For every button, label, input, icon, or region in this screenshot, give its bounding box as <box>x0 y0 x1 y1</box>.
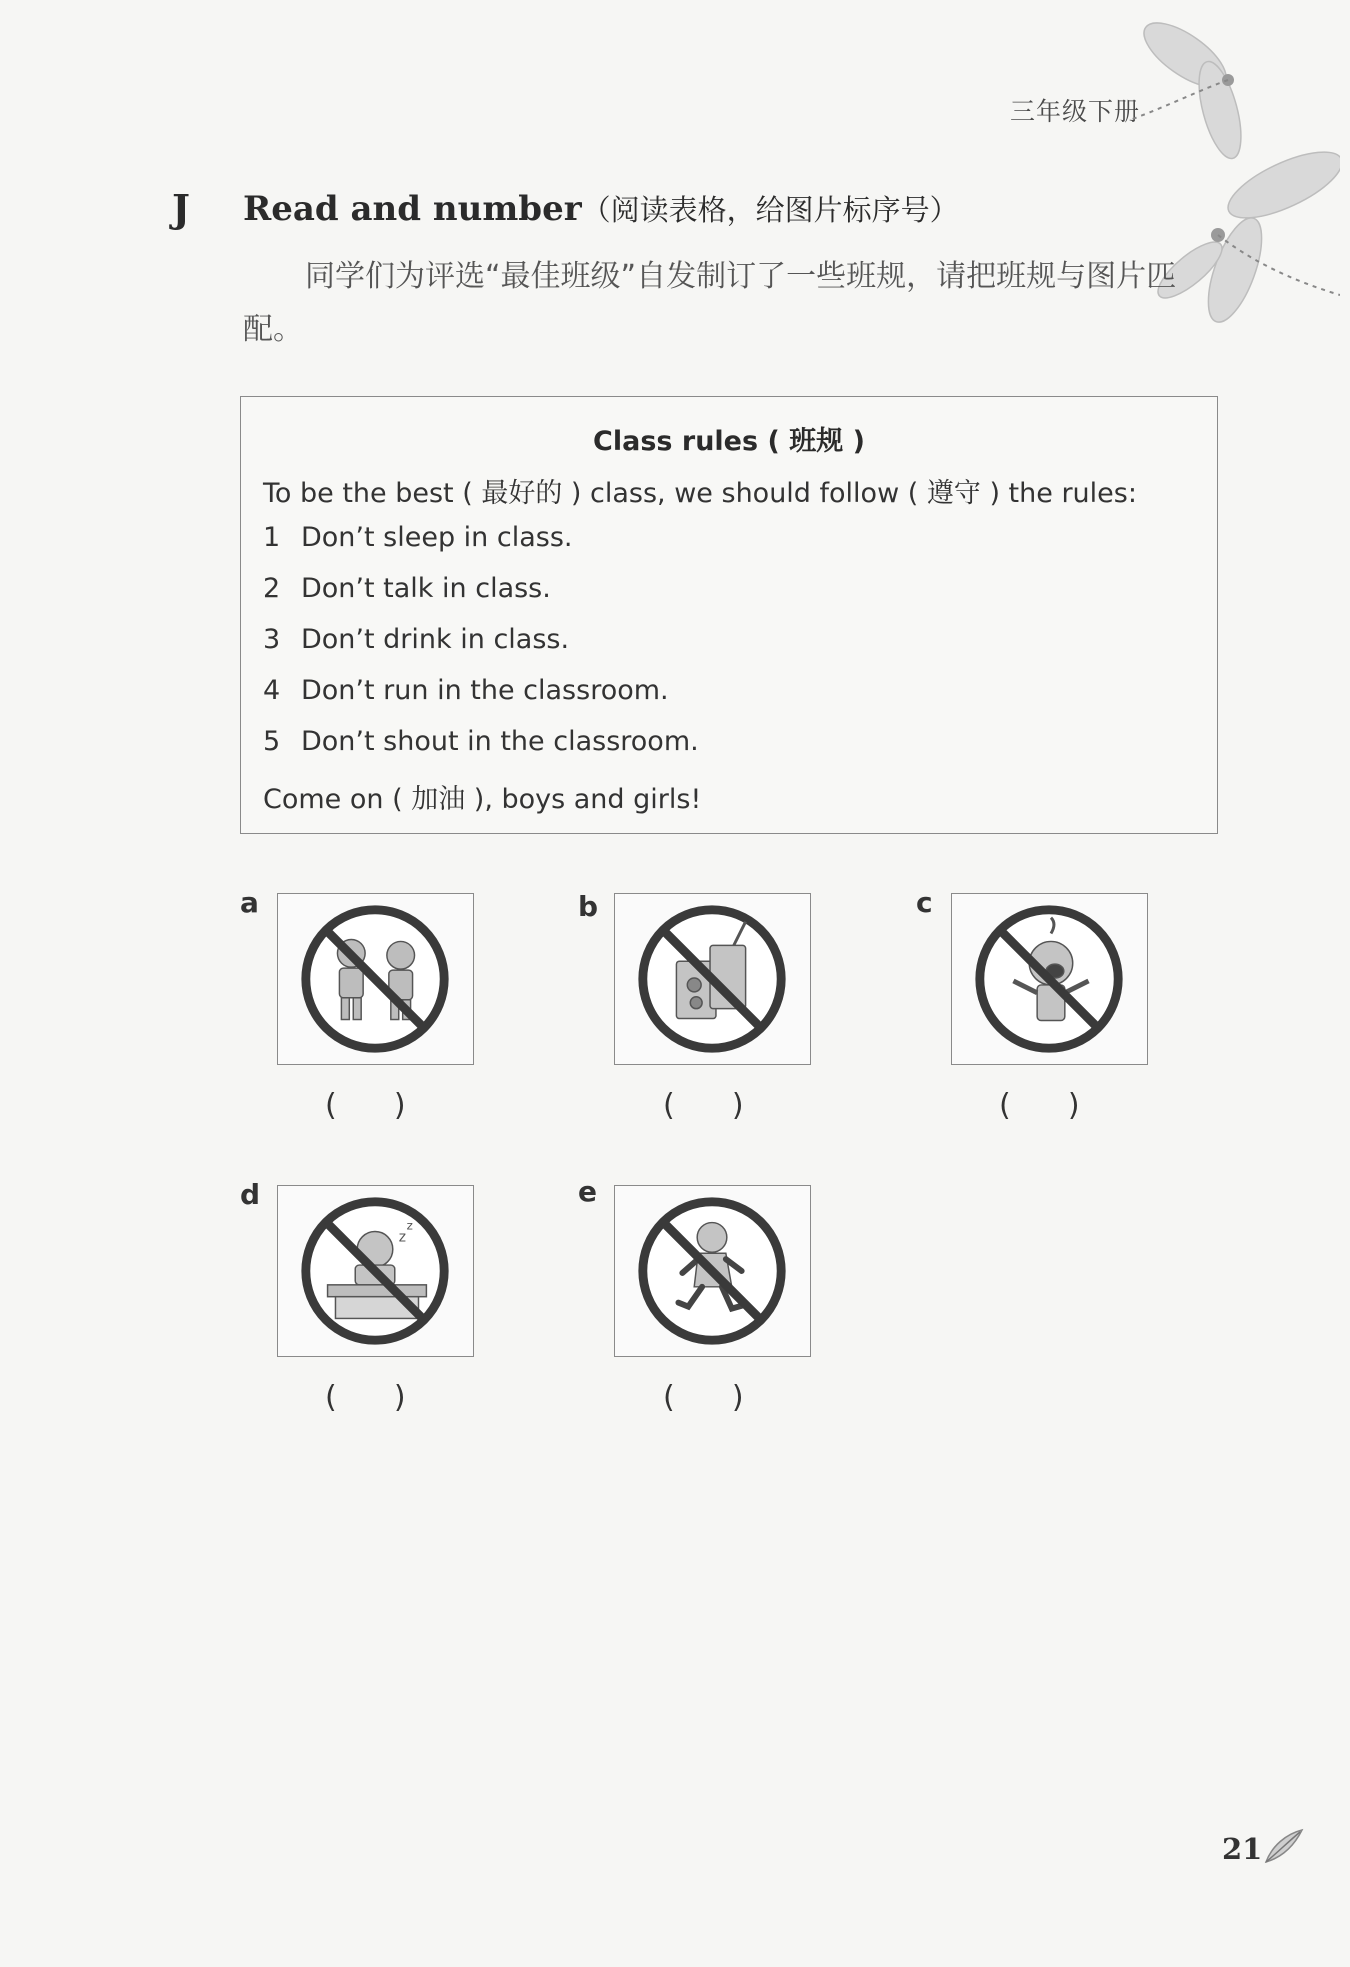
answer-blank-b[interactable]: ( ) <box>663 1088 744 1123</box>
section-title <box>243 188 959 229</box>
rule-text: Don’t talk in class. <box>301 573 551 604</box>
no-shouting-icon <box>952 894 1147 1064</box>
picture-e <box>614 1185 811 1357</box>
instruction-text: 同学们为评选“最佳班级”自发制订了一些班规，请把班规与图片匹配。 <box>243 259 1177 347</box>
rule-number: 2 <box>263 573 281 604</box>
rule-item <box>263 726 699 757</box>
answer-blank-a[interactable]: ( ) <box>325 1088 406 1123</box>
picture-c <box>951 893 1148 1065</box>
rules-closing: Come on ( 加油 ), boys and girls! <box>263 784 702 815</box>
picture-a <box>277 893 474 1065</box>
picture-label-a: a <box>240 886 259 919</box>
svg-text:z: z <box>398 1229 406 1246</box>
rule-item <box>263 522 573 553</box>
no-sleeping-icon <box>278 1186 473 1356</box>
rule-number: 1 <box>263 522 281 553</box>
picture-label-e: e <box>578 1175 597 1208</box>
answer-blank-d[interactable]: ( ) <box>325 1380 406 1415</box>
rule-item <box>263 573 551 604</box>
picture-label-b: b <box>578 890 599 923</box>
picture-b <box>614 893 811 1065</box>
rule-text: Don’t shout in the classroom. <box>301 726 699 757</box>
rule-text: Don’t drink in class. <box>301 624 570 655</box>
section-title-chinese: （阅读表格，给图片标序号） <box>581 193 959 227</box>
no-running-icon <box>615 1186 810 1356</box>
rule-text: Don’t sleep in class. <box>301 522 573 553</box>
no-talking-icon <box>278 894 473 1064</box>
rules-title: Class rules ( 班规 ) <box>593 426 865 457</box>
rule-text: Don’t run in the classroom. <box>301 675 669 706</box>
rule-number: 5 <box>263 726 281 757</box>
svg-text:z: z <box>406 1218 413 1233</box>
rule-item <box>263 624 569 655</box>
rules-intro: To be the best ( 最好的 ) class, we should follow ( 遵守 ) the rules: <box>263 478 1137 509</box>
rule-item <box>263 675 669 706</box>
grade-label: 三年级下册 <box>1010 97 1141 126</box>
picture-label-d: d <box>240 1178 261 1211</box>
rule-number: 3 <box>263 624 281 655</box>
answer-blank-e[interactable]: ( ) <box>663 1380 744 1415</box>
page-number: 21 <box>1222 1832 1263 1866</box>
no-drinking-icon <box>615 894 810 1064</box>
class-rules-box <box>240 396 1218 834</box>
picture-d <box>277 1185 474 1357</box>
answer-blank-c[interactable]: ( ) <box>999 1088 1080 1123</box>
picture-label-c: c <box>916 886 933 919</box>
section-title-english: Read and number <box>243 189 582 229</box>
section-letter: J <box>172 186 190 231</box>
rule-number: 4 <box>263 675 281 706</box>
leaf-decoration-icon <box>1262 1826 1306 1866</box>
